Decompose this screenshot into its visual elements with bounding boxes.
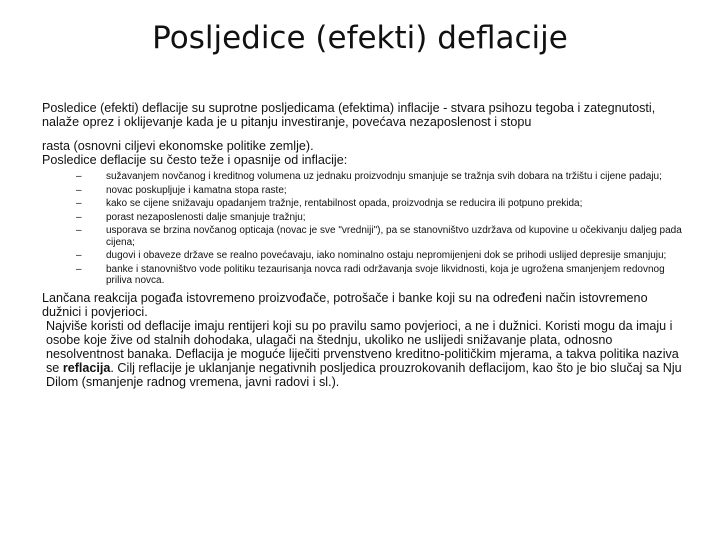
slide-title: Posljedice (efekti) deflacije <box>152 20 568 56</box>
beneficiaries-text-continued: . Cilj reflacije je uklanjanje negativnih posljedica prouzrokovanih deflacijom, kao što je bio slučaj sa Nju Dilom (smanjenje radnog vremena, javni radovi i sl.). <box>46 360 682 389</box>
list-item <box>76 225 682 248</box>
list-item-text: banke i stanovništvo vode politiku tezaurisanja novca radi održavanja svoje likvidnosti, koja je ugrožena smanjenjem redovnog priliva novca. <box>106 263 665 286</box>
consequences-heading: Posledice deflacije su često teže i opasnije od inflacije: <box>42 153 348 167</box>
list-item <box>76 198 682 210</box>
chain-reaction-paragraph: Lančana reakcija pogađa istovremeno proizvođače, potrošače i banke koji su na određeni način istovremeno dužnici i povjerioci. <box>42 290 648 319</box>
intro-paragraph-continued: rasta (osnovni ciljevi ekonomske politike zemlje). <box>42 139 314 153</box>
bullet-dash: – <box>76 225 82 236</box>
beneficiaries-text: Najviše koristi od deflacije imaju rentijeri koji su po pravilu samo povjerioci, a ne i dužnici. Koristi mogu da imaju i osobe koje žive od stalnih dohodaka, ulagači na štednju, ukoliko ne uslijedi snižavanje plata, odnosno nesolventnost banaka. Deflacija je moguće liječiti prvenstveno kreditno-političkim mjerama, a takva politika naziva se <box>46 318 679 375</box>
bullet-dash: – <box>76 211 82 223</box>
list-item <box>76 264 682 287</box>
list-item-text: sužavanjem novčanog i kreditnog volumena uz jednaku proizvodnju smanjuje se tražnja svih dobara na tržištu i cijene padaju; <box>106 171 662 182</box>
list-item-text: porast nezaposlenosti dalje smanjuje tražnju; <box>106 211 306 223</box>
bullet-dash: – <box>76 198 82 209</box>
bullet-dash: – <box>76 171 82 182</box>
consequences-list <box>76 171 682 287</box>
list-item <box>76 212 682 224</box>
list-item <box>76 171 682 183</box>
bullet-dash: – <box>76 184 82 196</box>
reflation-term: reflacija <box>62 360 111 375</box>
list-item-text: dugovi i obaveze države se realno povećavaju, iako nominalno ostaju nepromijenjeni dok se prihodi uslijed depresije smanjuju; <box>106 250 667 261</box>
intro-paragraph: Posledice (efekti) deflacije su suprotne posljedicama (efektima) inflacije - stvara psihozu tegoba i zategnutosti, nalaže oprez i oklijevanje kada je u pitanju investiranje, povećava nezaposlenost i stopu <box>42 101 656 129</box>
bullet-dash: – <box>76 250 82 261</box>
list-item-text: usporava se brzina novčanog opticaja (novac je sve "vredniji"), pa se stanovništvo uzdržava od kupovine u očekivanju daljeg pada cijena; <box>106 225 682 248</box>
list-item <box>76 250 682 262</box>
list-item-text: kako se cijene snižavaju opadanjem tražnje, rentabilnost opada, proizvodnja se reducira ili potpuno prekida; <box>106 198 583 209</box>
list-item <box>76 185 682 197</box>
bullet-dash: – <box>76 263 82 275</box>
beneficiaries-paragraph <box>42 319 682 389</box>
slide-body <box>42 101 682 389</box>
list-item-text: novac poskupljuje i kamatna stopa raste; <box>106 184 287 196</box>
paragraph-gap <box>42 129 682 139</box>
